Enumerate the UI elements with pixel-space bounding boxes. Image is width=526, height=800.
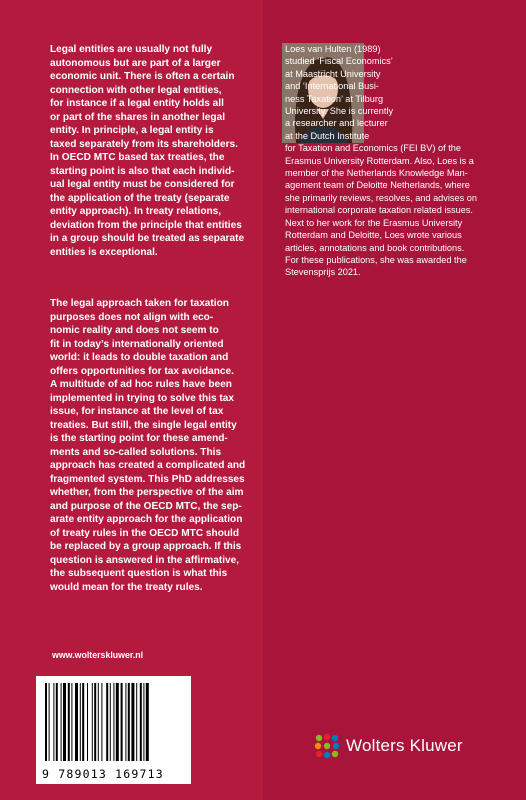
publisher-name: Wolters Kluwer [346, 736, 463, 755]
isbn-number: 9 789013 169713 [42, 767, 164, 781]
blurb-paragraph-1: Legal entities are usually not fully autonomous but are part of a larger economic unit. There is often a certain connection with other legal entities, for instance if a legal entity holds all or part of the shares in another legal entity. In principle, a legal entity is taxed separately from its shareholders. In OECD MTC based tax treaties, the starting point is also that each individ- ual legal entity must be considered for the application of the treaty (separate entity approach). In treaty relations, deviation from the principle that entities in a group should be treated as separate entities is exceptional. [50, 44, 245, 258]
wolters-kluwer-logo [313, 732, 463, 760]
wolters-kluwer-globe-icon [313, 732, 341, 760]
isbn-barcode [36, 676, 191, 784]
barcode-bars [45, 683, 182, 761]
publisher-url[interactable]: www.wolterskluwer.nl [52, 650, 144, 660]
blurb-paragraph-2: The legal approach taken for taxation purposes does not align with eco- nomic reality and does not seem to fit in today’s internationally oriented world: it leads to double taxation and offers opportunities for tax avoidance. A multitude of ad hoc rules have been implemented in trying to solve this tax issue, for instance at the level of tax treaties. But still, the single legal entity is the starting point for these amend- ments and so-called solutions. This approach has created a complicated and fragmented system. This PhD addresses whether, from the perspective of the aim and purpose of the OECD MTC, the sep- arate entity approach for the application of treaty rules in the OECD MTC should be replaced by a group approach. If this question is answered in the affirmative, the subsequent question is what this would mean for the treaty rules. [50, 298, 246, 593]
author-bio: Loes van Hulten (1989) studied ‘Fiscal Economics’ at Maastricht University and ‘International Busi- ness Taxation’ at Tilburg University. She is currently a researcher and lecturer at the Dutch Institute for Taxation and Economics (FEI BV) of the Erasmus University Rotterdam. Also, Loes is a member of the Netherlands Knowledge Man- agement team of Deloitte Netherlands, where she primarily reviews, resolves, and advises on international corporate taxation related issues. Next to her work for the Erasmus University Rotterdam and Deloitte, Loes wrote various articles, annotations and book contributions. For these publications, she was awarded the Stevensprijs 2021. [285, 44, 477, 278]
